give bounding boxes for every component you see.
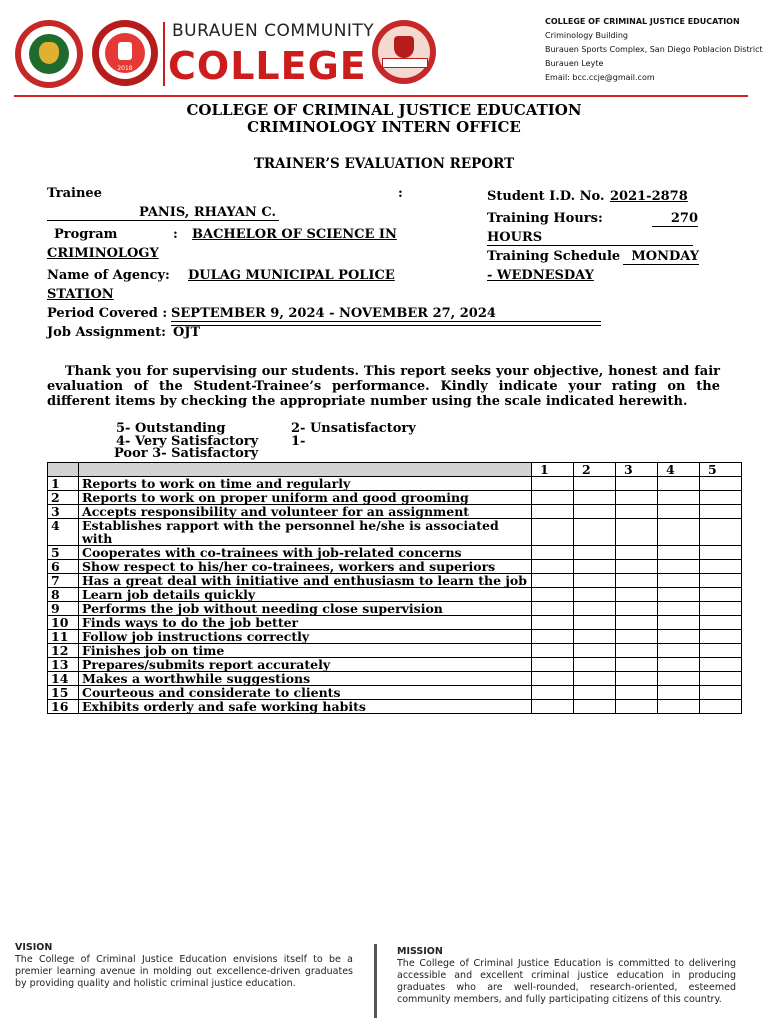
row-number: 15 xyxy=(48,686,79,700)
rating-cell[interactable] xyxy=(658,546,700,560)
row-number: 3 xyxy=(48,505,79,519)
table-row xyxy=(48,477,742,491)
student-id: 2021-2878 xyxy=(610,189,688,204)
ratings-table xyxy=(47,462,742,714)
rating-cell[interactable] xyxy=(700,546,742,560)
rating-cell[interactable] xyxy=(658,644,700,658)
rating-cell[interactable] xyxy=(700,658,742,672)
brand-top: BURAUEN COMMUNITY xyxy=(172,21,375,41)
contact-title: COLLEGE OF CRIMINAL JUSTICE EDUCATION xyxy=(545,17,740,26)
row-number: 11 xyxy=(48,630,79,644)
row-criterion: Show respect to his/her co-trainees, workers and superiors xyxy=(79,560,532,574)
table-row xyxy=(48,546,742,560)
period-value: SEPTEMBER 9, 2024 - NOVEMBER 27, 2024 xyxy=(171,306,601,322)
scale-poor-satisfactory: Poor 3- Satisfactory xyxy=(114,446,259,461)
agency-value-2: STATION xyxy=(47,287,114,302)
rating-cell[interactable] xyxy=(574,616,616,630)
contact-line: Burauen Leyte xyxy=(545,59,604,68)
mission-title: MISSION xyxy=(397,946,443,957)
rating-cell[interactable] xyxy=(574,560,616,574)
rating-cell[interactable] xyxy=(658,602,700,616)
row-number: 10 xyxy=(48,616,79,630)
rating-cell[interactable] xyxy=(700,560,742,574)
contact-line: Burauen Sports Complex, San Diego Poblacion District xyxy=(545,45,763,54)
office-title: CRIMINOLOGY INTERN OFFICE xyxy=(247,118,521,136)
trainee-colon: : xyxy=(398,186,403,201)
table-row xyxy=(48,658,742,672)
rating-cell[interactable] xyxy=(700,574,742,588)
rating-cell[interactable] xyxy=(700,477,742,491)
table-row xyxy=(48,630,742,644)
rating-cell[interactable] xyxy=(616,700,658,714)
rating-cell[interactable] xyxy=(616,491,658,505)
scale-unsatisfactory: 2- Unsatisfactory xyxy=(291,421,416,436)
header-blank xyxy=(48,463,79,477)
intro-paragraph: Thank you for supervising our students. This report seeks your objective, honest and fair evaluation of the Student-Trainee’s performance. Kindly indicate your rating on the different items by checking the appropriate number using the scale indicated herewith. xyxy=(47,364,720,409)
rating-cell[interactable] xyxy=(700,644,742,658)
row-criterion: Establishes rapport with the personnel he/she is associated with xyxy=(79,519,532,546)
vision-block xyxy=(15,942,353,990)
rating-cell[interactable] xyxy=(658,686,700,700)
rating-cell[interactable] xyxy=(658,519,700,546)
table-row xyxy=(48,686,742,700)
rating-cell[interactable] xyxy=(700,588,742,602)
rating-cell[interactable] xyxy=(616,602,658,616)
rating-cell[interactable] xyxy=(532,686,574,700)
rating-cell[interactable] xyxy=(574,630,616,644)
row-number: 14 xyxy=(48,672,79,686)
program-colon: : xyxy=(173,227,178,242)
rating-cell[interactable] xyxy=(658,672,700,686)
rating-cell[interactable] xyxy=(700,519,742,546)
agency-label: Name of Agency: xyxy=(47,268,170,283)
table-row xyxy=(48,560,742,574)
rating-cell[interactable] xyxy=(616,519,658,546)
table-row xyxy=(48,644,742,658)
row-number: 4 xyxy=(48,519,79,546)
program-label: Program xyxy=(54,227,118,242)
rating-cell[interactable] xyxy=(574,519,616,546)
ccje-seal xyxy=(372,20,436,84)
rating-cell[interactable] xyxy=(532,505,574,519)
row-criterion: Reports to work on time and regularly xyxy=(79,477,532,491)
rating-cell[interactable] xyxy=(616,477,658,491)
table-row xyxy=(48,616,742,630)
rating-cell[interactable] xyxy=(532,644,574,658)
trainee-name-field xyxy=(47,205,279,221)
row-number: 16 xyxy=(48,700,79,714)
contact-email: Email: bcc.ccje@gmail.com xyxy=(545,73,655,82)
contact-block xyxy=(545,15,763,85)
rating-cell[interactable] xyxy=(574,686,616,700)
brand-main: COLLEGE xyxy=(168,44,367,88)
scale-very-satisfactory: 4- Very Satisfactory xyxy=(116,434,259,449)
header-rule xyxy=(14,95,748,97)
row-criterion: Performs the job without needing close supervision xyxy=(79,602,532,616)
table-row xyxy=(48,491,742,505)
rating-cell[interactable] xyxy=(574,644,616,658)
row-criterion: Finishes job on time xyxy=(79,644,532,658)
row-number: 8 xyxy=(48,588,79,602)
program-value-1: BACHELOR OF SCIENCE IN xyxy=(192,227,397,242)
rating-column-header: 2 xyxy=(574,463,616,477)
rating-cell[interactable] xyxy=(574,602,616,616)
rating-cell[interactable] xyxy=(574,546,616,560)
rating-column-header: 3 xyxy=(616,463,658,477)
table-row xyxy=(48,505,742,519)
rating-cell[interactable] xyxy=(532,616,574,630)
hours-unit: HOURS xyxy=(487,230,693,246)
rating-cell[interactable] xyxy=(532,672,574,686)
rating-cell[interactable] xyxy=(574,505,616,519)
rating-cell[interactable] xyxy=(574,477,616,491)
table-row xyxy=(48,602,742,616)
program-value-2: CRIMINOLOGY xyxy=(47,246,159,261)
schedule-label: Training Schedule xyxy=(487,249,621,264)
row-number: 6 xyxy=(48,560,79,574)
rating-cell[interactable] xyxy=(658,491,700,505)
agency-value-1: DULAG MUNICIPAL POLICE xyxy=(188,268,395,283)
row-number: 1 xyxy=(48,477,79,491)
table-row xyxy=(48,672,742,686)
table-row xyxy=(48,574,742,588)
row-criterion: Accepts responsibility and volunteer for an assignment xyxy=(79,505,532,519)
rating-cell[interactable] xyxy=(616,630,658,644)
rating-column-header: 1 xyxy=(532,463,574,477)
rating-cell[interactable] xyxy=(616,658,658,672)
rating-cell[interactable] xyxy=(658,505,700,519)
rating-cell[interactable] xyxy=(532,630,574,644)
mission-text: The College of Criminal Justice Education is committed to delivering accessible and excellent criminal justice education in producing graduates who are well-rounded, research-oriented, esteemed community members, and fully participating citizens of this country. xyxy=(397,958,736,1005)
header-blank xyxy=(79,463,532,477)
table-row xyxy=(48,588,742,602)
rating-cell[interactable] xyxy=(574,658,616,672)
header-divider xyxy=(163,22,165,86)
mission-block xyxy=(397,946,736,1006)
row-number: 9 xyxy=(48,602,79,616)
vision-title: VISION xyxy=(15,942,53,953)
rating-cell[interactable] xyxy=(658,588,700,602)
rating-cell[interactable] xyxy=(574,700,616,714)
row-criterion: Learn job details quickly xyxy=(79,588,532,602)
row-criterion: Courteous and considerate to clients xyxy=(79,686,532,700)
row-criterion: Has a great deal with initiative and enthusiasm to learn the job xyxy=(79,574,532,588)
rating-cell[interactable] xyxy=(532,658,574,672)
rating-cell[interactable] xyxy=(532,560,574,574)
row-criterion: Exhibits orderly and safe working habits xyxy=(79,700,532,714)
trainee-label: Trainee xyxy=(47,186,102,201)
rating-cell[interactable] xyxy=(616,644,658,658)
rating-cell[interactable] xyxy=(616,546,658,560)
rating-cell[interactable] xyxy=(658,700,700,714)
rating-cell[interactable] xyxy=(658,658,700,672)
rating-cell[interactable] xyxy=(574,574,616,588)
community-college-seal xyxy=(92,20,158,86)
hours-label: Training Hours: xyxy=(487,211,603,226)
rating-cell[interactable] xyxy=(574,491,616,505)
contact-line: Criminology Building xyxy=(545,31,629,40)
row-criterion: Follow job instructions correctly xyxy=(79,630,532,644)
rating-column-header: 5 xyxy=(700,463,742,477)
rating-cell[interactable] xyxy=(616,672,658,686)
row-number: 2 xyxy=(48,491,79,505)
row-criterion: Prepares/submits report accurately xyxy=(79,658,532,672)
rating-column-header: 4 xyxy=(658,463,700,477)
rating-cell[interactable] xyxy=(700,491,742,505)
row-criterion: Reports to work on proper uniform and good grooming xyxy=(79,491,532,505)
rating-cell[interactable] xyxy=(616,574,658,588)
footer-divider xyxy=(374,944,377,1018)
row-number: 7 xyxy=(48,574,79,588)
student-id-label: Student I.D. No. xyxy=(487,189,605,204)
trainee-name: PANIS, RHAYAN C. xyxy=(139,205,276,220)
table-row xyxy=(48,700,742,714)
rating-cell[interactable] xyxy=(700,700,742,714)
rating-cell[interactable] xyxy=(700,616,742,630)
rating-cell[interactable] xyxy=(532,477,574,491)
vision-text: The College of Criminal Justice Education envisions itself to be a premier learning avenue in molding out excellence-driven graduates by providing quality and holistic criminal justice education. xyxy=(15,954,353,989)
rating-cell[interactable] xyxy=(532,574,574,588)
period-label: Period Covered : xyxy=(47,306,168,321)
row-number: 12 xyxy=(48,644,79,658)
rating-cell[interactable] xyxy=(700,630,742,644)
rating-cell[interactable] xyxy=(658,560,700,574)
rating-cell[interactable] xyxy=(616,686,658,700)
seal-year: 2018 xyxy=(117,65,133,72)
rating-cell[interactable] xyxy=(574,672,616,686)
rating-cell[interactable] xyxy=(658,616,700,630)
rating-cell[interactable] xyxy=(616,560,658,574)
rating-cell[interactable] xyxy=(532,700,574,714)
row-criterion: Finds ways to do the job better xyxy=(79,616,532,630)
rating-cell[interactable] xyxy=(616,505,658,519)
row-criterion: Cooperates with co-trainees with job-related concerns xyxy=(79,546,532,560)
row-number: 13 xyxy=(48,658,79,672)
rating-cell[interactable] xyxy=(616,588,658,602)
rating-cell[interactable] xyxy=(532,602,574,616)
scale-poor-number: 1- xyxy=(291,434,306,449)
table-header-row xyxy=(48,463,742,477)
rating-cell[interactable] xyxy=(574,588,616,602)
row-criterion: Makes a worthwhile suggestions xyxy=(79,672,532,686)
rating-cell[interactable] xyxy=(532,491,574,505)
rating-cell[interactable] xyxy=(658,574,700,588)
scale-outstanding: 5- Outstanding xyxy=(116,421,226,436)
row-number: 5 xyxy=(48,546,79,560)
college-title: COLLEGE OF CRIMINAL JUSTICE EDUCATION xyxy=(186,101,582,119)
job-value-text: OJT xyxy=(173,325,201,340)
rating-cell[interactable] xyxy=(616,616,658,630)
rating-cell[interactable] xyxy=(700,672,742,686)
rating-cell[interactable] xyxy=(700,505,742,519)
rating-cell[interactable] xyxy=(532,546,574,560)
job-value xyxy=(171,325,601,340)
hours-value: 270 xyxy=(652,211,698,227)
job-label: Job Assignment: xyxy=(47,325,166,340)
rating-cell[interactable] xyxy=(532,588,574,602)
rating-cell[interactable] xyxy=(658,630,700,644)
table-row xyxy=(48,519,742,546)
rating-cell[interactable] xyxy=(532,519,574,546)
rating-cell[interactable] xyxy=(700,602,742,616)
report-title: TRAINER’S EVALUATION REPORT xyxy=(253,156,515,172)
rating-cell[interactable] xyxy=(658,477,700,491)
burauen-leyte-seal xyxy=(15,20,83,88)
schedule-value-2: - WEDNESDAY xyxy=(487,268,594,283)
rating-cell[interactable] xyxy=(700,686,742,700)
schedule-value-1: MONDAY xyxy=(623,249,699,265)
